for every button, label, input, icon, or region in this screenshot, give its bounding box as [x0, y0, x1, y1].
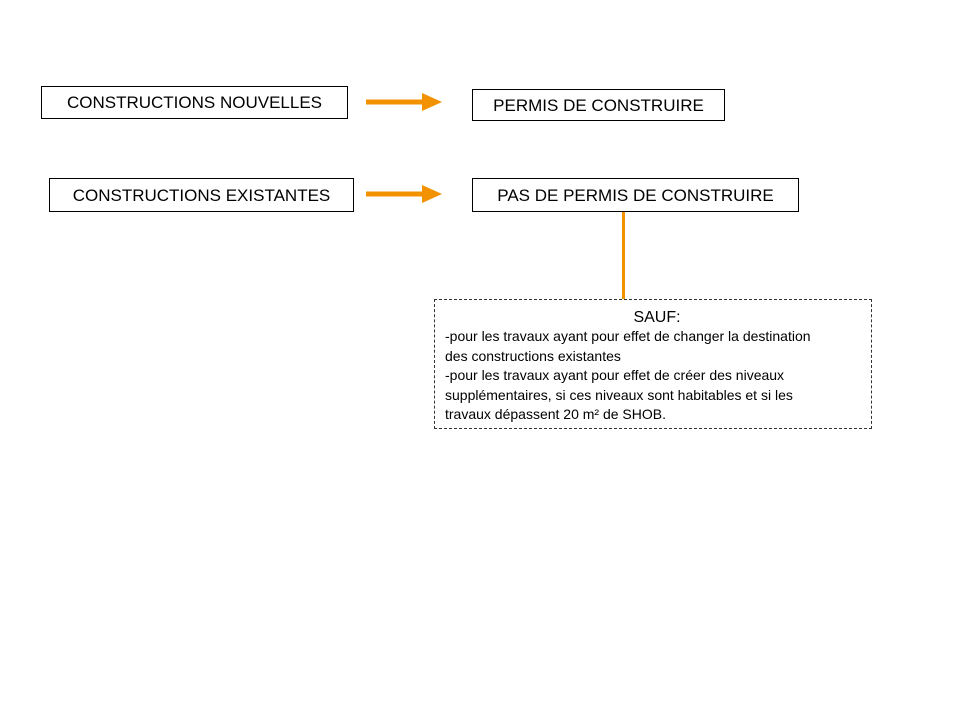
new-constructions-label: CONSTRUCTIONS NOUVELLES — [66, 93, 323, 112]
exception-item-additional-levels: -pour les travaux ayant pour effet de créer des niveaux supplémentaires, si ces niveaux sont habitables et si les travaux dépassent 20 m² de SHOB. — [445, 367, 793, 422]
exception-item-destination-change: -pour les travaux ayant pour effet de changer la destination des constructions existantes — [445, 328, 811, 364]
no-building-permit-box — [472, 178, 799, 212]
no-building-permit-label: PAS DE PERMIS DE CONSTRUIRE — [497, 185, 774, 205]
building-permit-box — [472, 89, 725, 121]
connector-line — [622, 212, 625, 299]
arrow-new-to-permit — [366, 92, 442, 112]
exception-box — [434, 299, 872, 429]
arrow-existing-to-no-permit — [366, 184, 442, 204]
building-permit-label: PERMIS DE CONSTRUIRE — [493, 95, 704, 115]
new-constructions-box — [41, 86, 348, 119]
exception-title: SAUF: — [633, 309, 681, 326]
existing-constructions-box — [49, 178, 354, 212]
existing-constructions-label: CONSTRUCTIONS EXISTANTES — [72, 185, 331, 205]
